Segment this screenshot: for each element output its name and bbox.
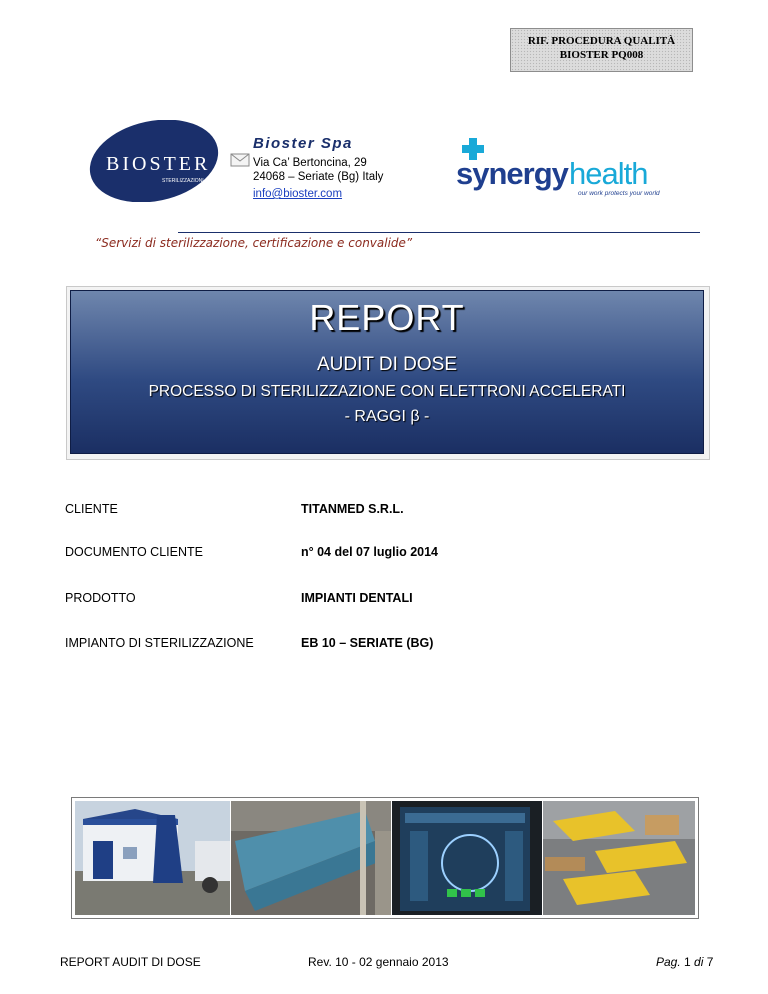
bioster-logo: [88, 120, 220, 202]
field-value: n° 04 del 07 luglio 2014: [301, 545, 438, 559]
footer-page-number: Pag. 1 di 7: [656, 955, 714, 969]
field-row-documento: [65, 545, 438, 559]
banner-subtitle: AUDIT DI DOSE: [316, 354, 458, 375]
field-value: TITANMED S.R.L.: [301, 502, 404, 516]
control-screen-photo: [392, 801, 542, 915]
photo-strip: [71, 797, 699, 919]
envelope-icon: [230, 153, 250, 167]
banner-title: REPORT: [309, 297, 465, 338]
field-row-impianto: [65, 636, 434, 650]
banner-rays: - RAGGI β -: [344, 408, 430, 425]
field-label: PRODOTTO: [65, 591, 136, 605]
company-tagline: “Servizi di sterilizzazione, certificazione e convalide”: [95, 236, 413, 250]
footer-revision: Rev. 10 - 02 gennaio 2013: [308, 955, 449, 969]
field-label: IMPIANTO DI STERILIZZAZIONE: [65, 636, 254, 650]
field-row-prodotto: [65, 591, 413, 605]
synergy-health-logo: [456, 138, 686, 198]
quality-procedure-code: BIOSTER PQ008: [559, 49, 644, 61]
synergy-slogan: our work protects your world: [578, 190, 660, 197]
field-label: CLIENTE: [65, 502, 118, 516]
footer-document-title: REPORT AUDIT DI DOSE: [60, 955, 201, 969]
bioster-logo-text: BIOSTER: [106, 153, 211, 175]
field-label: DOCUMENTO CLIENTE: [65, 545, 203, 559]
company-address-line1: Via Ca’ Bertoncina, 29: [253, 157, 367, 169]
field-row-cliente: [65, 502, 404, 516]
report-banner: [70, 290, 704, 454]
bioster-logo-sub: STERILIZZAZIONI: [162, 178, 204, 184]
building-photo: [75, 801, 230, 915]
company-name: Bioster Spa: [253, 135, 353, 152]
header-divider: [178, 232, 700, 233]
conveyor-photo: [543, 801, 695, 915]
company-info: [253, 135, 383, 202]
quality-procedure-box: [510, 28, 693, 72]
synergy-word: synergy: [456, 156, 568, 191]
health-word: health: [569, 156, 648, 191]
photo-collage: [75, 801, 695, 915]
banner-process: PROCESSO DI STERILIZZAZIONE CON ELETTRONI ACCELERATI: [148, 383, 626, 400]
accelerator-photo: [231, 801, 391, 915]
field-value: EB 10 – SERIATE (BG): [301, 636, 434, 650]
company-email-link[interactable]: info@bioster.com: [253, 188, 343, 200]
field-value: IMPIANTI DENTALI: [301, 591, 413, 605]
company-address-line2: 24068 – Seriate (Bg) Italy: [253, 171, 384, 183]
quality-procedure-label: RIF. PROCEDURA QUALITÀ: [527, 35, 676, 47]
